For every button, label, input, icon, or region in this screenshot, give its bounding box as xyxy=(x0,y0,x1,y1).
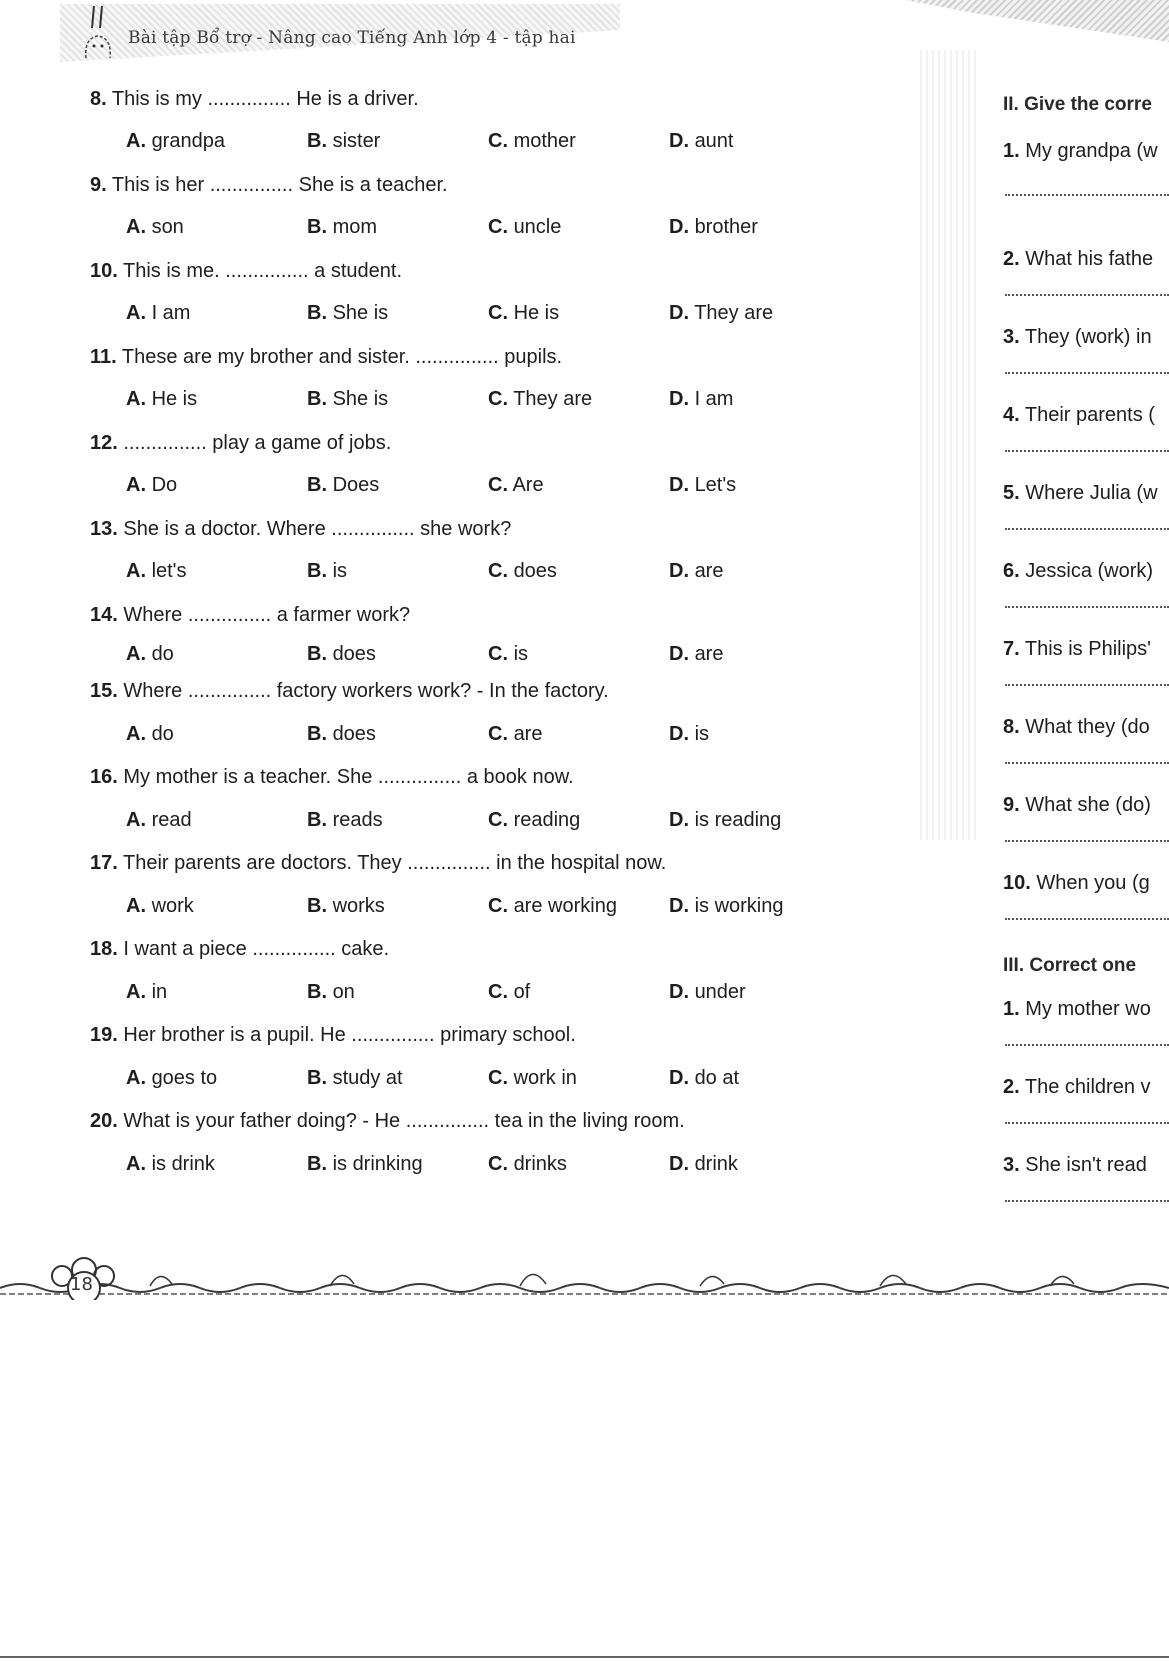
answer-option[interactable] xyxy=(488,560,557,583)
column-divider xyxy=(920,50,980,840)
option-letter: D. xyxy=(669,723,689,745)
answer-option[interactable] xyxy=(488,216,561,239)
item-number: 7. xyxy=(1003,638,1020,660)
option-letter: B. xyxy=(307,474,327,496)
answer-option[interactable] xyxy=(307,1067,403,1090)
item-number: 6. xyxy=(1003,560,1020,582)
item-text: The children v xyxy=(1024,1076,1151,1098)
item-number: 8. xyxy=(1003,716,1020,738)
item-text: This is Philips' xyxy=(1024,638,1151,660)
answer-option[interactable] xyxy=(488,1067,577,1090)
option-letter: D. xyxy=(669,130,689,152)
answer-option[interactable] xyxy=(669,981,746,1004)
answer-option[interactable] xyxy=(126,643,174,666)
option-letter: C. xyxy=(488,1067,508,1089)
option-letter: C. xyxy=(488,474,508,496)
option-letter: A. xyxy=(126,1067,146,1089)
option-text: mother xyxy=(513,130,576,152)
answer-line[interactable] xyxy=(1005,606,1169,608)
option-letter: B. xyxy=(307,643,327,665)
option-text: in xyxy=(151,981,168,1003)
option-letter: D. xyxy=(669,216,689,238)
bottom-edge xyxy=(0,1656,1169,1658)
answer-option[interactable] xyxy=(488,643,528,666)
option-text: Do xyxy=(151,474,178,496)
option-text: under xyxy=(694,981,746,1003)
question-number: 17. xyxy=(90,852,118,874)
option-text: uncle xyxy=(513,216,562,238)
answer-line[interactable] xyxy=(1005,294,1169,296)
option-letter: A. xyxy=(126,723,146,745)
answer-option[interactable] xyxy=(126,560,187,583)
item-text: What they (do xyxy=(1025,716,1150,738)
option-letter: B. xyxy=(307,1067,327,1089)
option-text: sister xyxy=(332,130,381,152)
option-text: do at xyxy=(694,1067,740,1089)
option-letter: D. xyxy=(669,388,689,410)
option-text: is working xyxy=(694,895,784,917)
answer-line[interactable] xyxy=(1005,762,1169,764)
answer-option[interactable] xyxy=(307,981,355,1004)
answer-option[interactable] xyxy=(307,895,385,918)
answer-option[interactable] xyxy=(488,130,576,153)
option-text: does xyxy=(332,723,376,745)
option-text: read xyxy=(151,809,192,831)
option-text: of xyxy=(513,981,531,1003)
answer-option[interactable] xyxy=(488,895,617,918)
verb-exercise-item xyxy=(1003,872,1150,895)
option-letter: B. xyxy=(307,895,327,917)
answer-option[interactable] xyxy=(307,643,376,666)
answer-line[interactable] xyxy=(1005,528,1169,530)
option-letter: C. xyxy=(488,643,508,665)
option-letter: A. xyxy=(126,981,146,1003)
item-text: Jessica (work) xyxy=(1025,560,1154,582)
option-letter: D. xyxy=(669,809,689,831)
option-letter: C. xyxy=(488,809,508,831)
header-decoration-right xyxy=(905,0,1169,42)
option-text: grandpa xyxy=(151,130,225,152)
item-number: 2. xyxy=(1003,1076,1020,1098)
answer-line[interactable] xyxy=(1005,194,1169,196)
option-text: drinks xyxy=(513,1153,567,1175)
option-text: let's xyxy=(151,560,187,582)
option-text: They are xyxy=(694,302,774,324)
question-text: Her brother is a pupil. He ............... primary school. xyxy=(123,1024,576,1046)
page-header-title: Bài tập Bổ trợ - Nâng cao Tiếng Anh lớp 4 - tập hai xyxy=(128,28,576,48)
item-text: She isn't read xyxy=(1025,1154,1147,1176)
item-number: 2. xyxy=(1003,248,1020,270)
answer-option[interactable] xyxy=(669,388,733,411)
option-letter: B. xyxy=(307,130,327,152)
option-text: study at xyxy=(332,1067,403,1089)
answer-option[interactable] xyxy=(307,130,380,153)
verb-exercise-item xyxy=(1003,404,1155,427)
option-letter: A. xyxy=(126,560,146,582)
question-stem xyxy=(90,346,562,369)
option-letter: D. xyxy=(669,981,689,1003)
question-number: 20. xyxy=(90,1110,118,1132)
option-text: I am xyxy=(694,388,734,410)
answer-option[interactable] xyxy=(126,723,174,746)
option-text: work xyxy=(151,895,194,917)
item-text: When you (g xyxy=(1036,872,1150,894)
answer-line[interactable] xyxy=(1005,918,1169,920)
option-text: He is xyxy=(513,302,560,324)
verb-exercise-item xyxy=(1003,560,1153,583)
question-number: 12. xyxy=(90,432,118,454)
answer-option[interactable] xyxy=(307,560,347,583)
answer-option[interactable] xyxy=(126,130,225,153)
question-stem xyxy=(90,1024,576,1047)
answer-line[interactable] xyxy=(1005,1200,1169,1202)
question-text: These are my brother and sister. ............... pupils. xyxy=(121,346,563,368)
option-letter: C. xyxy=(488,723,508,745)
answer-option[interactable] xyxy=(669,560,723,583)
question-stem xyxy=(90,88,419,111)
question-number: 14. xyxy=(90,604,118,626)
answer-option[interactable] xyxy=(126,388,197,411)
question-number: 9. xyxy=(90,174,107,196)
answer-line[interactable] xyxy=(1005,1122,1169,1124)
question-number: 15. xyxy=(90,680,118,702)
section-2-title: II. Give the corre xyxy=(1003,94,1152,115)
item-text: My mother wo xyxy=(1025,998,1151,1020)
option-text: are working xyxy=(513,895,617,917)
option-letter: C. xyxy=(488,216,508,238)
item-number: 9. xyxy=(1003,794,1020,816)
option-text: does xyxy=(513,560,557,582)
question-text: This is me. ............... a student. xyxy=(123,260,402,282)
answer-option[interactable] xyxy=(669,809,781,832)
question-text: Where ............... factory workers work? - In the factory. xyxy=(123,680,609,702)
question-stem xyxy=(90,432,391,455)
answer-option[interactable] xyxy=(488,474,544,497)
option-text: I am xyxy=(151,302,191,324)
option-letter: A. xyxy=(126,809,146,831)
option-letter: D. xyxy=(669,302,689,324)
option-text: drink xyxy=(694,1153,738,1175)
answer-option[interactable] xyxy=(669,216,758,239)
answer-option[interactable] xyxy=(126,1153,215,1176)
option-letter: C. xyxy=(488,1153,508,1175)
item-number: 1. xyxy=(1003,140,1020,162)
question-stem xyxy=(90,852,666,875)
option-letter: C. xyxy=(488,560,508,582)
option-text: son xyxy=(151,216,184,238)
item-number: 3. xyxy=(1003,1154,1020,1176)
correction-item xyxy=(1003,1154,1147,1177)
option-text: is xyxy=(694,723,710,745)
question-text: This is my ............... He is a driver. xyxy=(111,88,419,110)
verb-exercise-item xyxy=(1003,638,1151,661)
answer-option[interactable] xyxy=(669,474,736,497)
option-text: They are xyxy=(513,388,593,410)
option-text: is drink xyxy=(151,1153,215,1175)
answer-option[interactable] xyxy=(307,1153,423,1176)
option-text: reading xyxy=(513,809,581,831)
option-text: on xyxy=(332,981,355,1003)
option-text: He is xyxy=(151,388,198,410)
option-letter: A. xyxy=(126,643,146,665)
option-text: Let's xyxy=(694,474,737,496)
question-stem xyxy=(90,604,410,627)
answer-option[interactable] xyxy=(669,895,783,918)
option-letter: D. xyxy=(669,560,689,582)
answer-line[interactable] xyxy=(1005,372,1169,374)
question-number: 8. xyxy=(90,88,107,110)
question-stem xyxy=(90,174,448,197)
option-letter: B. xyxy=(307,981,327,1003)
item-text: Where Julia (w xyxy=(1025,482,1158,504)
option-letter: A. xyxy=(126,388,146,410)
option-letter: D. xyxy=(669,643,689,665)
verb-exercise-item xyxy=(1003,794,1151,817)
answer-line[interactable] xyxy=(1005,450,1169,452)
option-text: is drinking xyxy=(332,1153,423,1175)
option-text: aunt xyxy=(694,130,734,152)
option-letter: A. xyxy=(126,130,146,152)
option-letter: B. xyxy=(307,723,327,745)
option-text: goes to xyxy=(151,1067,218,1089)
question-number: 11. xyxy=(90,346,117,368)
section-3-title: III. Correct one xyxy=(1003,955,1137,976)
option-letter: B. xyxy=(307,216,327,238)
option-text: do xyxy=(151,723,174,745)
answer-option[interactable] xyxy=(669,643,723,666)
answer-option[interactable] xyxy=(669,1153,738,1176)
option-letter: D. xyxy=(669,1067,689,1089)
question-text: What is your father doing? - He ............... tea in the living room. xyxy=(123,1110,685,1132)
question-number: 19. xyxy=(90,1024,118,1046)
answer-option[interactable] xyxy=(669,302,773,325)
option-text: is xyxy=(513,643,529,665)
option-text: reads xyxy=(332,809,383,831)
option-letter: D. xyxy=(669,474,689,496)
correction-item xyxy=(1003,998,1151,1021)
question-stem xyxy=(90,518,511,541)
option-letter: C. xyxy=(488,981,508,1003)
option-letter: B. xyxy=(307,302,327,324)
answer-option[interactable] xyxy=(488,723,542,746)
question-text: Where ............... a farmer work? xyxy=(123,604,411,626)
option-text: do xyxy=(151,643,174,665)
option-text: works xyxy=(332,895,385,917)
option-letter: B. xyxy=(307,1153,327,1175)
option-letter: A. xyxy=(126,302,146,324)
question-text: This is her ............... She is a teacher. xyxy=(111,174,448,196)
bunny-icon xyxy=(80,2,120,62)
option-letter: A. xyxy=(126,895,146,917)
answer-option[interactable] xyxy=(307,723,376,746)
answer-option[interactable] xyxy=(307,388,388,411)
item-text: Their parents ( xyxy=(1024,404,1155,426)
option-letter: B. xyxy=(307,560,327,582)
answer-option[interactable] xyxy=(307,302,388,325)
page-number: 18 xyxy=(70,1274,93,1295)
answer-option[interactable] xyxy=(488,388,592,411)
answer-option[interactable] xyxy=(307,474,379,497)
answer-option[interactable] xyxy=(669,130,734,153)
option-text: does xyxy=(332,643,376,665)
answer-option[interactable] xyxy=(126,1067,217,1090)
answer-option[interactable] xyxy=(307,809,383,832)
question-number: 16. xyxy=(90,766,118,788)
question-text: I want a piece ............... cake. xyxy=(123,938,390,960)
answer-option[interactable] xyxy=(126,809,192,832)
question-number: 18. xyxy=(90,938,118,960)
question-stem xyxy=(90,680,609,703)
option-text: are xyxy=(513,723,543,745)
verb-exercise-item xyxy=(1003,140,1158,163)
option-text: She is xyxy=(332,388,389,410)
verb-exercise-item xyxy=(1003,248,1153,271)
option-letter: B. xyxy=(307,388,327,410)
option-letter: A. xyxy=(126,474,146,496)
item-number: 4. xyxy=(1003,404,1020,426)
option-text: Does xyxy=(332,474,380,496)
answer-line[interactable] xyxy=(1005,840,1169,842)
question-stem xyxy=(90,766,574,789)
answer-option[interactable] xyxy=(669,1067,739,1090)
footer-vine-border xyxy=(0,1250,1169,1300)
question-stem xyxy=(90,1110,685,1133)
question-text: My mother is a teacher. She ............... a book now. xyxy=(123,766,574,788)
question-text: She is a doctor. Where ............... she work? xyxy=(123,518,512,540)
answer-option[interactable] xyxy=(126,981,167,1004)
option-letter: A. xyxy=(126,216,146,238)
option-text: are xyxy=(694,560,724,582)
option-letter: C. xyxy=(488,130,508,152)
answer-option[interactable] xyxy=(488,809,580,832)
answer-option[interactable] xyxy=(126,302,190,325)
item-text: What she (do) xyxy=(1025,794,1151,816)
option-text: Are xyxy=(512,474,544,496)
answer-option[interactable] xyxy=(669,723,709,746)
option-text: work in xyxy=(513,1067,577,1089)
option-text: mom xyxy=(332,216,378,238)
option-letter: A. xyxy=(126,1153,146,1175)
item-text: They (work) in xyxy=(1024,326,1152,348)
option-text: She is xyxy=(332,302,389,324)
option-letter: C. xyxy=(488,388,508,410)
question-number: 10. xyxy=(90,260,118,282)
question-stem xyxy=(90,260,402,283)
option-text: is reading xyxy=(694,809,782,831)
answer-option[interactable] xyxy=(126,216,184,239)
item-number: 3. xyxy=(1003,326,1020,348)
option-letter: D. xyxy=(669,895,689,917)
question-text: ............... play a game of jobs. xyxy=(123,432,392,454)
option-letter: B. xyxy=(307,809,327,831)
answer-option[interactable] xyxy=(488,981,530,1004)
verb-exercise-item xyxy=(1003,716,1150,739)
answer-option[interactable] xyxy=(488,302,559,325)
option-text: are xyxy=(694,643,724,665)
question-stem xyxy=(90,938,389,961)
option-text: brother xyxy=(694,216,758,238)
verb-exercise-item xyxy=(1003,482,1158,505)
verb-exercise-item xyxy=(1003,326,1152,349)
option-text: is xyxy=(332,560,348,582)
answer-line[interactable] xyxy=(1005,1044,1169,1046)
item-number: 5. xyxy=(1003,482,1020,504)
answer-line[interactable] xyxy=(1005,684,1169,686)
question-text: Their parents are doctors. They ............... in the hospital now. xyxy=(123,852,667,874)
option-letter: C. xyxy=(488,895,508,917)
question-number: 13. xyxy=(90,518,118,540)
item-text: My grandpa (w xyxy=(1025,140,1158,162)
answer-option[interactable] xyxy=(126,474,177,497)
correction-item xyxy=(1003,1076,1151,1099)
option-letter: D. xyxy=(669,1153,689,1175)
answer-option[interactable] xyxy=(307,216,377,239)
item-number: 10. xyxy=(1003,872,1031,894)
item-text: What his fathe xyxy=(1025,248,1154,270)
item-number: 1. xyxy=(1003,998,1020,1020)
answer-option[interactable] xyxy=(126,895,194,918)
option-letter: C. xyxy=(488,302,508,324)
answer-option[interactable] xyxy=(488,1153,567,1176)
